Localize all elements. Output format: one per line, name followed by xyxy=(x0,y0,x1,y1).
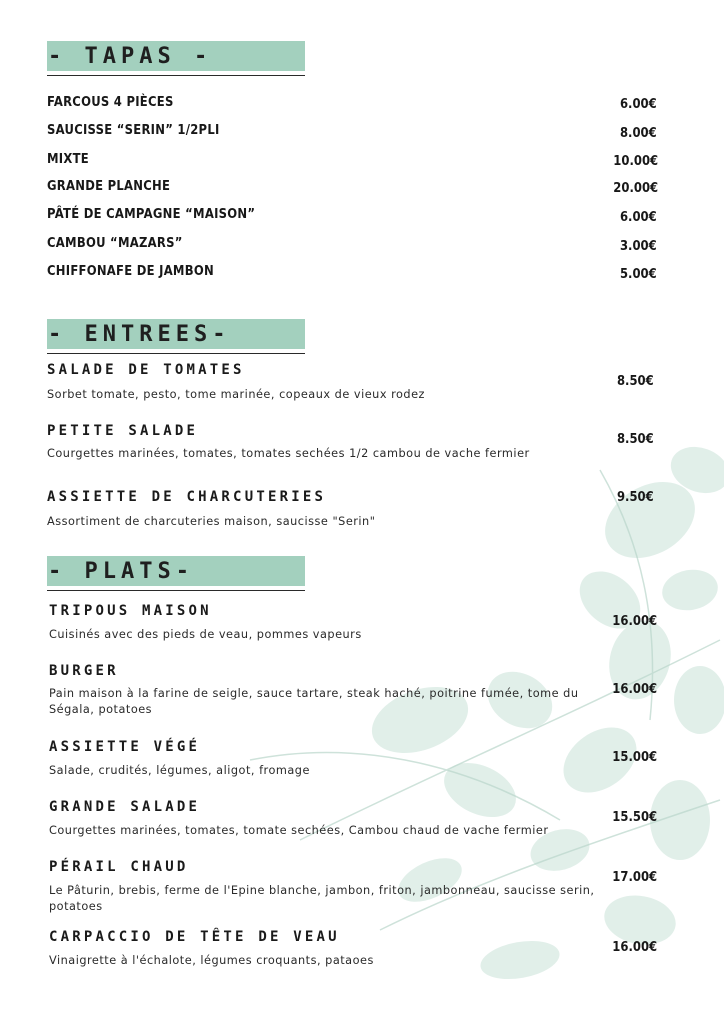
plats-divider xyxy=(47,590,305,591)
dish-title: BURGER xyxy=(49,663,119,679)
tapa-price: 6.00€ xyxy=(620,96,657,112)
dish-description: Salade, crudités, légumes, aligot, fromage xyxy=(49,764,310,777)
dish-description: Le Pâturin, brebis, ferme de l'Epine blanche, jambon, friton, jambonneau, saucisse serin, potatoes xyxy=(49,884,595,913)
tapa-price: 20.00€ xyxy=(613,180,659,196)
dish-price: 8.50€ xyxy=(617,431,654,447)
dish-description: Vinaigrette à l'échalote, légumes croquants, pataoes xyxy=(49,954,374,967)
dish-title: GRANDE SALADE xyxy=(49,799,201,815)
dish-title: TRIPOUS MAISON xyxy=(49,603,212,619)
tapa-price: 5.00€ xyxy=(620,266,657,282)
dish-description: Courgettes marinées, tomates, tomate sechées, Cambou chaud de vache fermier xyxy=(49,824,549,837)
entrees-section-header xyxy=(47,319,305,354)
plats-section-header xyxy=(47,556,305,591)
dish-price: 16.00€ xyxy=(612,939,657,955)
tapa-name: MIXTE xyxy=(47,151,89,167)
dish-price: 9.50€ xyxy=(617,489,654,505)
dish-price: 16.00€ xyxy=(612,613,657,629)
tapa-price: 6.00€ xyxy=(620,209,657,225)
dish-title: PETITE SALADE xyxy=(47,423,199,439)
dish-price: 8.50€ xyxy=(617,373,654,389)
tapa-name: SAUCISSE “SERIN” 1/2PLI xyxy=(47,122,220,138)
dish-price: 17.00€ xyxy=(612,869,657,885)
tapa-price: 10.00€ xyxy=(613,153,659,169)
entrees-divider xyxy=(47,353,305,354)
tapas-divider xyxy=(47,75,305,76)
tapa-name: PÂTÉ DE CAMPAGNE “MAISON” xyxy=(47,206,256,222)
dish-description: Sorbet tomate, pesto, tome marinée, copeaux de vieux rodez xyxy=(47,388,425,401)
tapas-section-header xyxy=(47,41,305,76)
dish-title: PÉRAIL CHAUD xyxy=(49,859,189,875)
dish-title: ASSIETTE VÉGÉ xyxy=(49,739,201,755)
dish-description: Pain maison à la farine de seigle, sauce tartare, steak haché, poitrine fumée, tome du Ségala, potatoes xyxy=(49,687,579,716)
tapa-name: FARCOUS 4 PIÈCES xyxy=(47,94,174,110)
dish-description: Assortiment de charcuteries maison, saucisse "Serin" xyxy=(47,515,376,528)
tapa-name: CAMBOU “MAZARS” xyxy=(47,235,183,251)
tapa-name: CHIFFONAFE DE JAMBON xyxy=(47,263,214,279)
tapas-title: - TAPAS - xyxy=(47,41,305,71)
dish-title: ASSIETTE DE CHARCUTERIES xyxy=(47,489,327,505)
dish-description: Courgettes marinées, tomates, tomates sechées 1/2 cambou de vache fermier xyxy=(47,447,530,460)
tapa-price: 3.00€ xyxy=(620,238,657,254)
dish-price: 15.50€ xyxy=(612,809,657,825)
plats-title: - PLATS- xyxy=(47,556,305,586)
dish-description: Cuisinés avec des pieds de veau, pommes vapeurs xyxy=(49,628,362,641)
dish-price: 15.00€ xyxy=(612,749,657,765)
tapa-price: 8.00€ xyxy=(620,125,657,141)
dish-title: SALADE DE TOMATES xyxy=(47,362,245,378)
tapa-name: GRANDE PLANCHE xyxy=(47,178,171,194)
entrees-title: - ENTREES- xyxy=(47,319,305,349)
dish-price: 16.00€ xyxy=(612,681,657,697)
dish-title: CARPACCIO DE TÊTE DE VEAU xyxy=(49,929,340,945)
